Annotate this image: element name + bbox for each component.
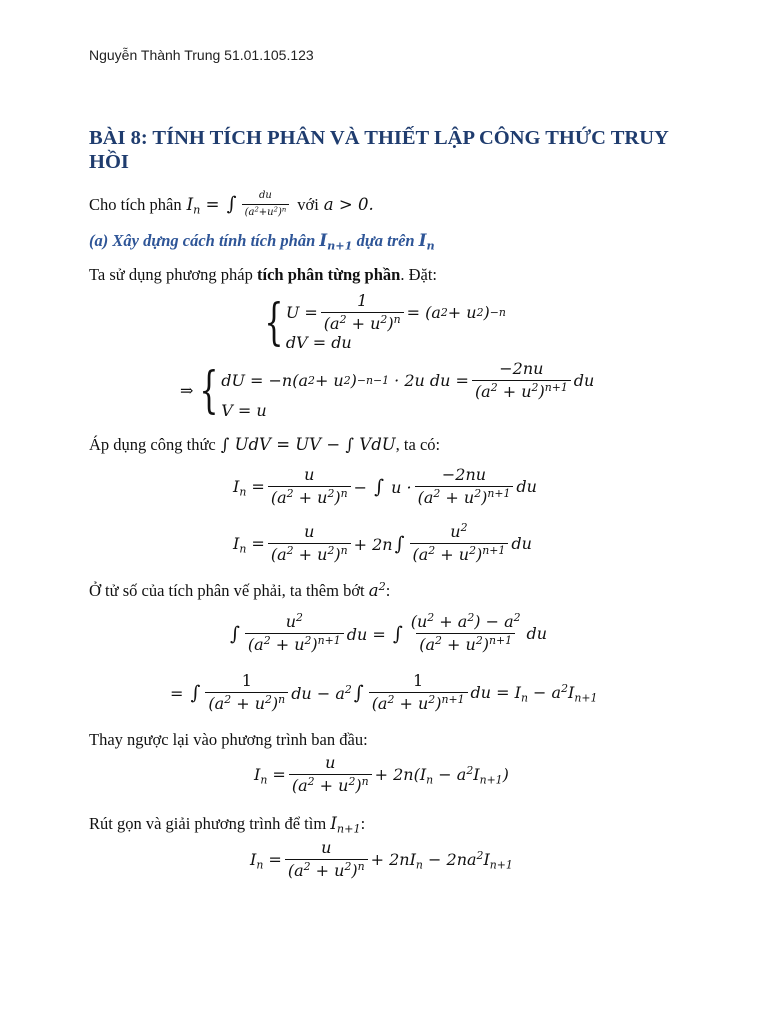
intro-suffix: với <box>297 194 319 214</box>
paragraph-formula <box>89 434 440 456</box>
p2-prefix: Áp dụng công thức <box>89 435 216 454</box>
p5-text: Rút gọn và giải phương trình để tìm <box>89 814 327 833</box>
paragraph-integration-by-parts <box>89 264 437 286</box>
intro-prefix: Cho tích phân <box>89 194 182 214</box>
intro-line: Cho tích phân $I_n$ = ∫ $\frac{du}{(a^2+u^2)^n}$ với a > 0. <box>89 190 374 218</box>
section-a-label: (a) Xây dựng cách tính tích phân <box>89 231 316 250</box>
p3-text: Ở tử số của tích phân vế phải, ta thêm bớt <box>89 581 365 600</box>
section-a-heading: (a) Xây dựng cách tính tích phân $I_{n+1}$ dựa trên $I_n$ <box>89 231 435 253</box>
p1-suffix: . Đặt: <box>400 265 437 284</box>
author-header: Nguyễn Thành Trung 51.01.105.123 <box>89 47 314 63</box>
paragraph-substitute-back: Thay ngược lại vào phương trình ban đầu: <box>89 730 368 749</box>
equation-derivative-system: ⇒ { dU = −n(a 2 + u 2 ) −n−1 · 2 u du = $\frac{-2nu}{(a^2 + u^2)^{n+1}}$ du V = u <box>180 359 595 420</box>
intro-condition: a > 0. <box>323 194 374 214</box>
section-a-mid: dựa trên <box>356 231 415 250</box>
paragraph-numerator: Ở tử số của tích phân vế phải, ta thêm bớt $a^2$: <box>89 579 391 600</box>
p1-prefix: Ta sử dụng phương pháp <box>89 265 253 284</box>
exercise-title: BÀI 8: TÍNH TÍCH PHÂN VÀ THIẾT LẬP CÔNG THỨC TRUY HỒI <box>89 127 669 173</box>
equation-substitution-system: { U = $\frac{1}{(a^2 + u^2)^n}$ = ( a 2 + u 2 ) −n dV = du <box>264 291 506 352</box>
equation-simplified: $I_n$ = $\frac{u}{(a^2 + u^2)^n}$ + $2nI_n - 2na^2I_{n+1}$ <box>250 838 513 880</box>
equation-split: = ∫ $\frac{1}{(a^2 + u^2)^n}$ du − $a^2$ ∫ $\frac{1}{(a^2 + u^2)^{n+1}}$ du = $I_n - a^2I_{n+1}$ <box>170 671 598 713</box>
equation-add-subtract: ∫ $\frac{u^2}{(a^2 + u^2)^{n+1}}$ du = ∫ $\frac{(u^2 + a^2) - a^2}{(a^2 + u^2)^{n+1}}$ du <box>230 611 548 654</box>
intro-fraction: $\frac{du}{(a^2+u^2)^n}$ <box>242 190 290 219</box>
equation-in-step1: $I_n$ = $\frac{u}{(a^2 + u^2)^n}$ − ∫ u · $\frac{-2nu}{(a^2 + u^2)^{n+1}}$ du <box>233 465 537 507</box>
equation-in-step2: $I_n$ = $\frac{u}{(a^2 + u^2)^n}$ + 2n ∫ $\frac{u^2}{(a^2 + u^2)^{n+1}}$ du <box>233 521 532 564</box>
p2-suffix: , ta có: <box>395 435 441 454</box>
p1-bold: tích phân từng phần <box>256 265 401 284</box>
paragraph-simplify: Rút gọn và giải phương trình để tìm $I_{n+1}$: <box>89 814 366 836</box>
parts-formula: ∫ UdV = UV − ∫ VdU <box>220 435 396 454</box>
intro-integral-symbol: $I_n$ <box>186 194 201 216</box>
equation-substituted: $I_n$ = $\frac{u}{(a^2 + u^2)^n}$ + $2n(I_n - a^2I_{n+1})$ <box>254 753 509 795</box>
